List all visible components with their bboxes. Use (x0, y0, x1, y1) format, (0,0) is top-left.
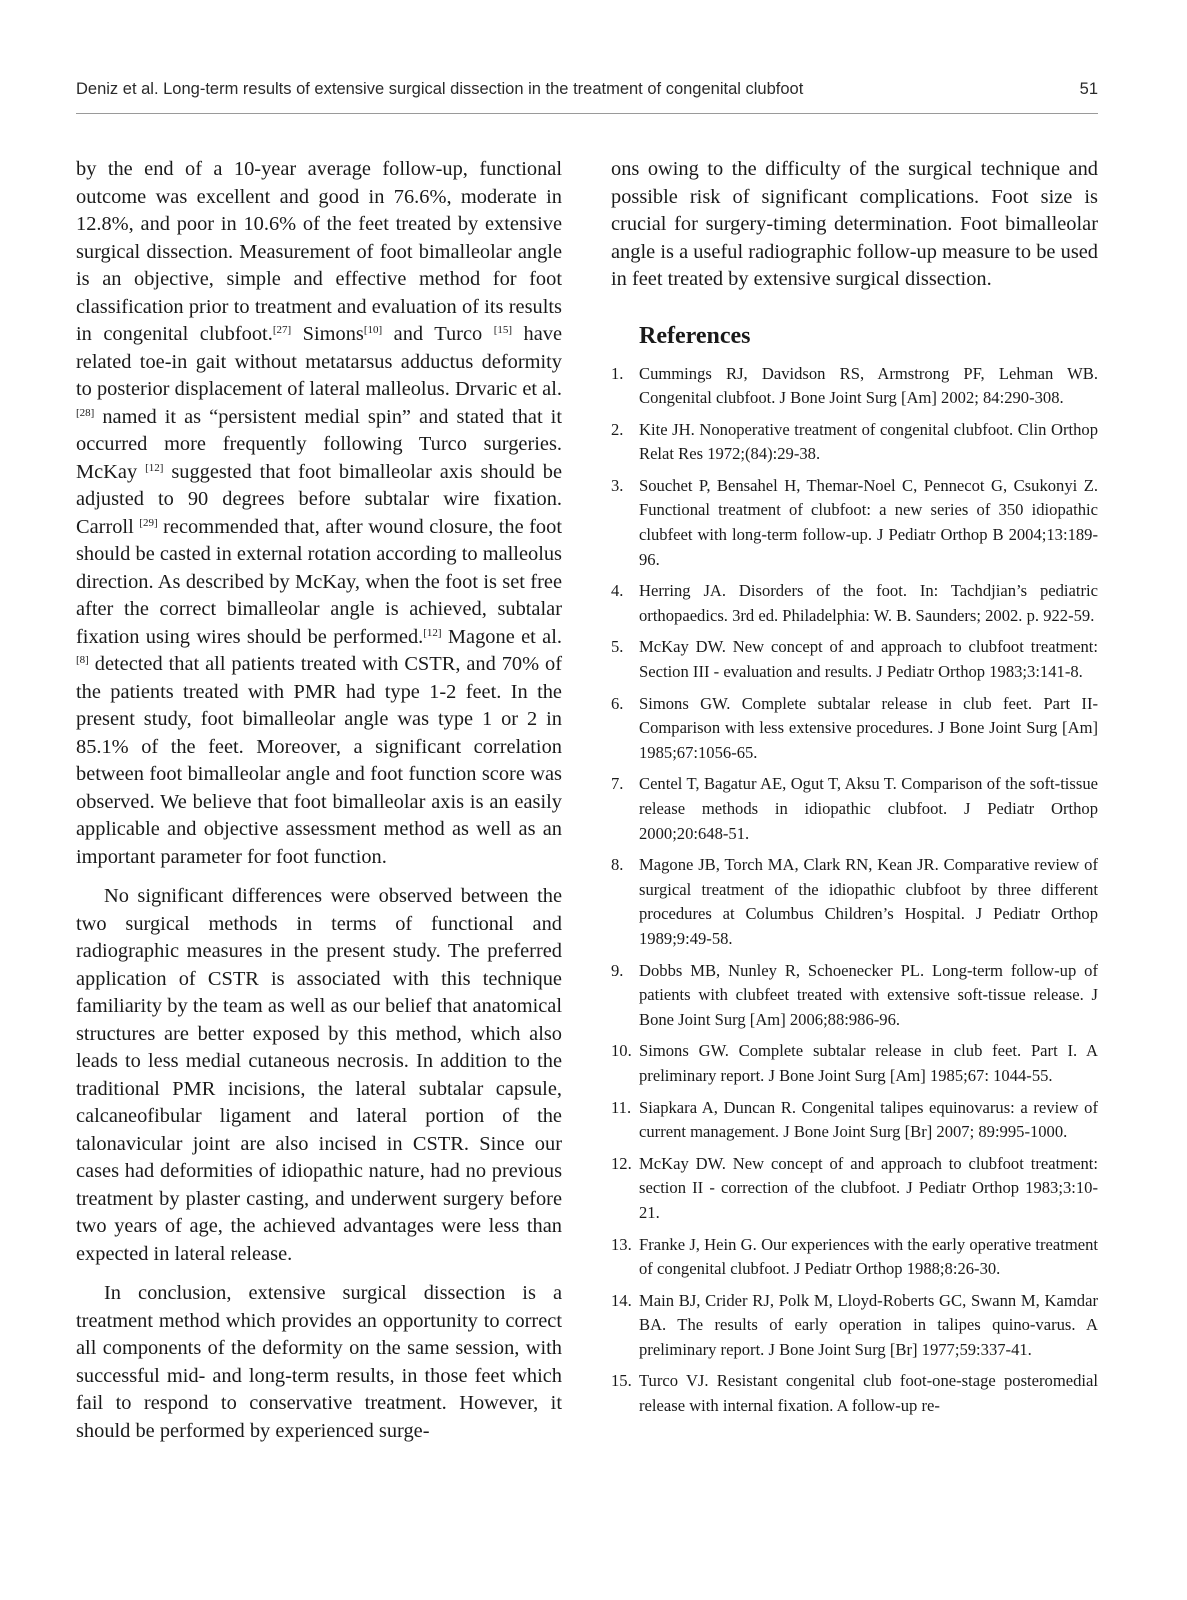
reference-number: 5. (611, 637, 624, 657)
reference-text: Centel T, Bagatur AE, Ogut T, Aksu T. Comparison of the soft-tissue release methods in idiopathic clubfoot. J Pediatr Orthop 2000;20:648-51. (639, 774, 1098, 843)
left-column (76, 156, 562, 1457)
running-header (76, 80, 1098, 110)
reference-number: 7. (611, 774, 624, 794)
reference-text: Franke J, Hein G. Our experiences with the early operative treatment of congenital clubfoot. J Pediatr Orthop 1988;8:26-30. (639, 1234, 1098, 1279)
reference-number: 12. (611, 1153, 632, 1173)
reference-number: 15. (611, 1371, 632, 1391)
reference-text: McKay DW. New concept of and approach to clubfoot treatment: section II - correction of the clubfoot. J Pediatr Orthop 1983;3:10-21. (639, 1153, 1098, 1222)
reference-text: Main BJ, Crider RJ, Polk M, Lloyd-Roberts GC, Swann M, Kamdar BA. The results of early operation in talipes quino-varus. A preliminary report. J Bone Joint Surg [Br] 1977;59:337-41. (639, 1290, 1098, 1359)
reference-item (611, 959, 1098, 1033)
reference-text: Magone JB, Torch MA, Clark RN, Kean JR. Comparative review of surgical treatment of the idiopathic clubfoot by three different procedures at Columbus Children’s Hospital. J Pediatr Orthop 1989;9:49-58. (639, 855, 1098, 948)
reference-number: 8. (611, 855, 624, 875)
reference-text: Turco VJ. Resistant congenital club foot-one-stage posteromedial release with internal fixation. A follow-up re- (639, 1371, 1098, 1416)
header-rule (76, 113, 1098, 114)
references-heading: References (639, 322, 751, 349)
reference-number: 10. (611, 1041, 632, 1061)
right-column (611, 156, 1098, 1426)
citation: [27] (272, 324, 292, 336)
reference-text: Simons GW. Complete subtalar release in club feet. Part I. A preliminary report. J Bone Joint Surg [Am] 1985;67: 1044-55. (639, 1041, 1098, 1085)
reference-number: 6. (611, 693, 624, 713)
discussion-paragraph-1: by the end of a 10-year average follow-up, functional outcome was excellent and good in 76.6%, moderate in 12.8%, and poor in 10.6% of the feet treated by extensive surgical dissection. Measurement of foot bimalleolar angle is an objective, simple and effective method for foot classification prior to treatment and evaluation of its results in congenital clubfoot.[27] Simons[10] and Turco [15] have related toe-in gait without metatarsus adductus deformity to posterior displacement of lateral malleolus. Drvaric et al. [28] named it as “persistent medial spin” and stated that it occurred more frequently following Turco surgeries. McKay [12] suggested that foot bimalleolar axis should be adjusted to 90 degrees before subtalar wire fixation. Carroll [29] recommended that, after wound closure, the foot should be casted in external rotation according to malleolus direction. As described by McKay, when the foot is set free after the correct bimalleolar angle is achieved, subtalar fixation using wires should be performed.[12] Magone et al.[8] detected that all patients treated with CSTR, and 70% of the patients treated with PMR had type 1-2 feet. In the present study, foot bimalleolar angle was type 1 or 2 in 85.1% of the feet. Moreover, a significant correlation between foot bimalleolar angle and foot function score was observed. We believe that foot bimalleolar axis is an easily applicable and objective assessment method as well as an important parameter for foot function. (76, 158, 562, 868)
page-number: 51 (1079, 80, 1098, 98)
reference-text: Siapkara A, Duncan R. Congenital talipes equinovarus: a review of current management. J Bone Joint Surg [Br] 2007; 89:995-1000. (639, 1097, 1098, 1142)
reference-item (611, 1233, 1098, 1282)
reference-item (611, 1289, 1098, 1363)
reference-text: Souchet P, Bensahel H, Themar-Noel C, Pennecot G, Csukonyi Z. Functional treatment of clubfoot: a new series of 350 idiopathic clubfeet with long-term follow-up. J Pediatr Orthop B 2004;13:189-96. (639, 475, 1098, 569)
reference-text: Kite JH. Nonoperative treatment of congenital clubfoot. Clin Orthop Relat Res 1972;(84):29-38. (639, 419, 1098, 464)
reference-item (611, 772, 1098, 846)
reference-item (611, 474, 1098, 572)
reference-number: 11. (611, 1097, 632, 1117)
reference-text: Dobbs MB, Nunley R, Schoenecker PL. Long-term follow-up of patients with clubfeet treated with extensive soft-tissue release. J Bone Joint Surg [Am] 2006;88:986-96. (639, 960, 1098, 1029)
citation: [29] (139, 516, 158, 529)
reference-text: Cummings RJ, Davidson RS, Armstrong PF, Lehman WB. Congenital clubfoot. J Bone Joint Surg [Am] 2002; 84:290-308. (639, 363, 1098, 408)
reference-item (611, 1096, 1098, 1145)
references-list (611, 362, 1098, 1419)
reference-item (611, 1039, 1098, 1088)
conclusion-continued: ons owing to the difficulty of the surgical technique and possible risk of significant complications. Foot size is crucial for surgery-timing determination. Foot bimalleolar angle is a useful radiographic follow-up measure to be used in feet treated by extensive surgical dissection. (611, 158, 1098, 290)
reference-item (611, 692, 1098, 766)
citation: [15] (493, 324, 513, 336)
discussion-paragraph-2: No significant differences were observed between the two surgical methods in terms of functional and radiographic measures in the present study. The preferred application of CSTR is associated with this technique familiarity by the team as well as our belief that anatomical structures are better exposed by this method, which also leads to less medial cutaneous necrosis. In addition to the traditional PMR incisions, the lateral subtalar capsule, calcaneofibular ligament and lateral portion of the talonavicular joint are also incised in CSTR. Since our cases had deformities of idiopathic nature, had no previous treatment by plaster casting, and underwent surgery before two years of age, the achieved advantages were less than expected in lateral release. (76, 885, 562, 1265)
reference-number: 1. (611, 363, 624, 383)
reference-number: 4. (611, 581, 624, 601)
reference-text: Herring JA. Disorders of the foot. In: Tachdjian’s pediatric orthopaedics. 3rd ed. Philadelphia: W. B. Saunders; 2002. p. 922-59. (639, 581, 1098, 625)
reference-item (611, 635, 1098, 684)
reference-text: McKay DW. New concept of and approach to clubfoot treatment: Section III - evaluation and results. J Pediatr Orthop 1983;3:141-8. (639, 637, 1098, 682)
citation: [8] (76, 654, 89, 666)
reference-number: 9. (611, 960, 624, 980)
citation: [10] (363, 324, 383, 336)
reference-number: 2. (611, 419, 624, 439)
reference-item (611, 1369, 1098, 1418)
citation: [12] (145, 461, 164, 474)
citation: [12] (423, 626, 442, 639)
reference-item (611, 853, 1098, 951)
running-title: Deniz et al. Long-term results of extensive surgical dissection in the treatment of congenital clubfoot (76, 80, 804, 98)
reference-text: Simons GW. Complete subtalar release in club feet. Part II-Comparison with less extensive procedures. J Bone Joint Surg [Am] 1985;67:1056-65. (639, 693, 1098, 762)
reference-item (611, 418, 1098, 467)
reference-item (611, 362, 1098, 411)
reference-item (611, 579, 1098, 628)
reference-number: 13. (611, 1234, 632, 1254)
reference-number: 14. (611, 1290, 632, 1310)
citation: [28] (76, 406, 95, 419)
reference-number: 3. (611, 475, 624, 495)
reference-item (611, 1152, 1098, 1226)
conclusion-paragraph: In conclusion, extensive surgical dissection is a treatment method which provides an opportunity to correct all components of the deformity on the same session, with successful mid- and long-term results, in those feet which fail to respond to conservative treatment. However, it should be performed by experienced surge- (76, 1282, 562, 1442)
